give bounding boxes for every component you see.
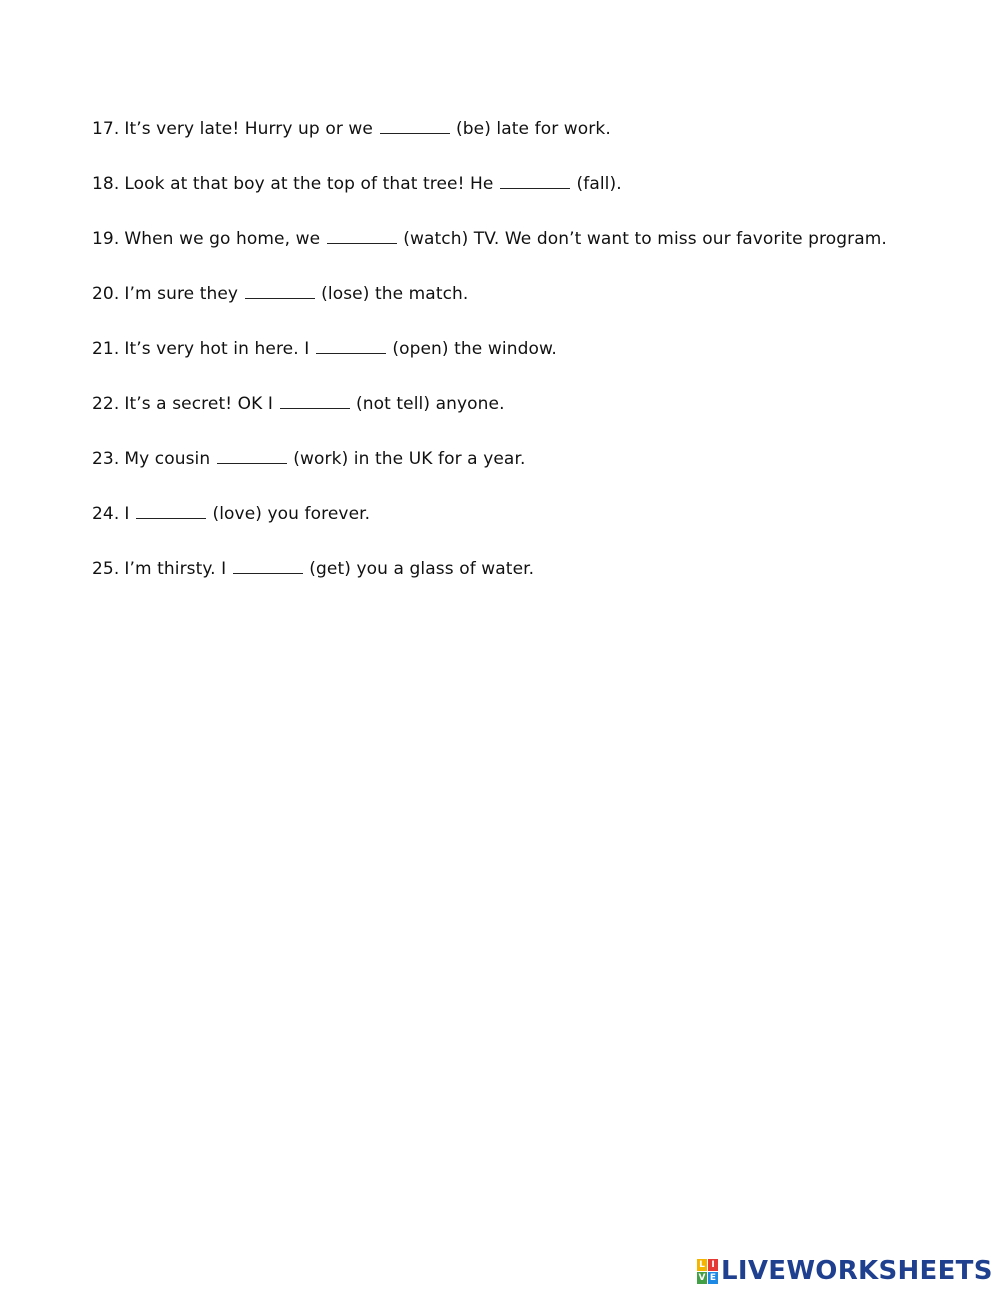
- question-number: 23.: [92, 449, 120, 469]
- question-text-after: (watch) TV. We don’t want to miss our favorite program.: [403, 229, 887, 249]
- question-text-after: (be) late for work.: [456, 119, 611, 139]
- question-number: 19.: [92, 229, 120, 249]
- question-number: 24.: [92, 504, 120, 524]
- question-25: [92, 558, 534, 580]
- answer-blank[interactable]: [327, 229, 397, 244]
- question-24: [92, 503, 370, 525]
- question-text-after: (fall).: [576, 174, 622, 194]
- question-number: 17.: [92, 119, 120, 139]
- question-text-after: (not tell) anyone.: [356, 394, 505, 414]
- question-text-before: I’m thirsty. I: [124, 559, 227, 579]
- answer-blank[interactable]: [280, 394, 350, 409]
- answer-blank[interactable]: [217, 449, 287, 464]
- question-text-after: (lose) the match.: [321, 284, 469, 304]
- question-text-before: When we go home, we: [124, 229, 321, 249]
- question-19: [92, 228, 887, 250]
- question-text-after: (work) in the UK for a year.: [293, 449, 526, 469]
- question-text-before: It’s very hot in here. I: [124, 339, 310, 359]
- question-text-after: (get) you a glass of water.: [309, 559, 535, 579]
- logo-letter: L: [697, 1259, 707, 1271]
- logo-letter: I: [708, 1259, 718, 1271]
- question-number: 22.: [92, 394, 120, 414]
- answer-blank[interactable]: [500, 174, 570, 189]
- answer-blank[interactable]: [316, 339, 386, 354]
- logo-text: LIVEWORKSHEETS: [721, 1256, 993, 1286]
- answer-blank[interactable]: [380, 119, 450, 134]
- answer-blank[interactable]: [245, 284, 315, 299]
- question-20: [92, 283, 468, 305]
- question-number: 18.: [92, 174, 120, 194]
- question-21: [92, 338, 557, 360]
- answer-blank[interactable]: [136, 504, 206, 519]
- logo-letter: E: [709, 1272, 717, 1283]
- question-number: 20.: [92, 284, 120, 304]
- question-text-before: I’m sure they: [124, 284, 239, 304]
- question-number: 21.: [92, 339, 120, 359]
- question-text-before: It’s very late! Hurry up or we: [124, 119, 373, 139]
- question-text-before: Look at that boy at the top of that tree! He: [124, 174, 494, 194]
- question-text-after: (open) the window.: [392, 339, 557, 359]
- question-number: 25.: [92, 559, 120, 579]
- liveworksheets-logo-icon: [697, 1259, 718, 1284]
- question-text-before: It’s a secret! OK I: [124, 394, 273, 414]
- logo-letter: V: [698, 1272, 706, 1283]
- liveworksheets-logo: [697, 1255, 993, 1287]
- question-17: [92, 118, 611, 140]
- answer-blank[interactable]: [233, 559, 303, 574]
- question-23: [92, 448, 525, 470]
- question-text-before: I: [124, 504, 130, 524]
- question-18: [92, 173, 622, 195]
- question-text-before: My cousin: [124, 449, 211, 469]
- question-22: [92, 393, 505, 415]
- question-text-after: (love) you forever.: [212, 504, 371, 524]
